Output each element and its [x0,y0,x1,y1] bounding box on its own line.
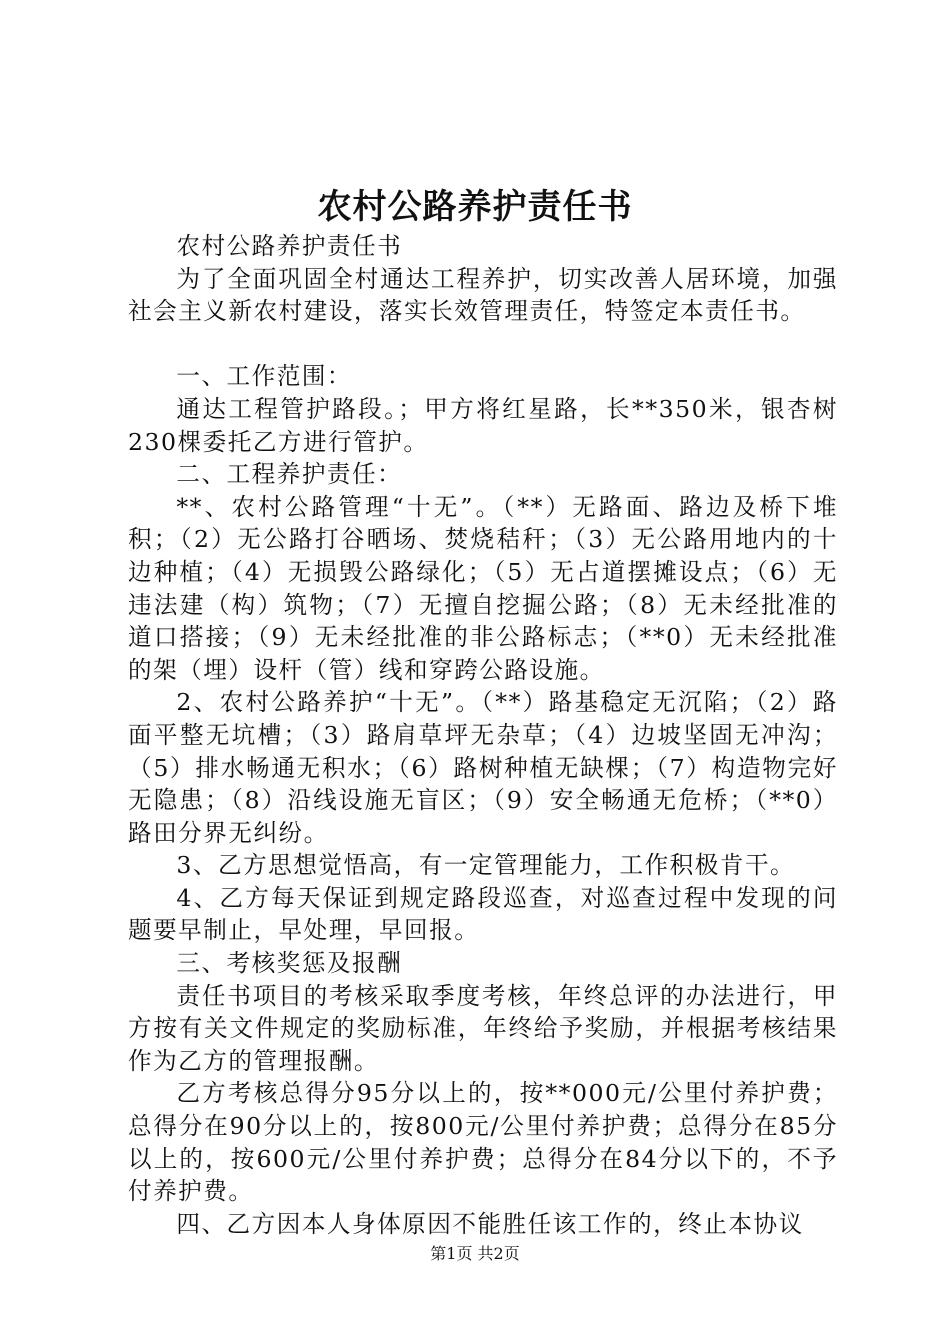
scope-paragraph: 通达工程管护路段。；甲方将红星路，长**350米，银杏树230棵委托乙方进行管护。 [128,394,838,456]
section-heading-assessment: 三、考核奖惩及报酬 [176,949,403,978]
section-four-paragraph: 四、乙方因本人身体原因不能胜任该工作的，终止本协议 [176,1209,804,1238]
page-footer: 第1页 共2页 [430,1244,520,1263]
maintenance-ten-nos-paragraph: 2、农村公路养护“十无”。（**）路基稳定无沉陷；（2）路面平整无坑槽；（3）路肩草坪无杂草；（4）边坡坚固无冲沟；（5）排水畅通无积水；（6）路树种植无缺棵；（7）构造物完好无隐患；（8）沿线设施无盲区；（9）安全畅通无危桥；（**0）路田分界无纠纷。 [128,688,838,847]
section-heading-responsibility: 二、工程养护责任： [176,460,403,489]
requirement-3-paragraph: 3、乙方思想觉悟高，有一定管理能力，工作积极肯干。 [176,851,796,880]
assessment-paragraph: 责任书项目的考核采取季度考核，年终总评的办法进行，甲方按有关文件规定的奖励标准，年终给予奖励，并根据考核结果作为乙方的管理报酬。 [128,981,838,1075]
preamble-paragraph: 为了全面巩固全村通达工程养护，切实改善人居环境，加强社会主义新农村建设，落实长效管理责任，特签定本责任书。 [128,264,838,326]
management-ten-nos-paragraph: **、农村公路管理“十无”。（**）无路面、路边及桥下堆积；（2）无公路打谷晒场、焚烧秸秆；（3）无公路用地内的十边种植；（4）无损毁公路绿化；（5）无占道摆摊设点；（6）无违法建（构）筑物；（7）无擅自挖掘公路；（8）无未经批准的道口搭接；（9）无未经批准的非公路标志；（**0）无未经批准的架（埋）设杆（管）线和穿跨公路设施。 [128,492,838,684]
section-heading-scope: 一、工作范围： [176,362,353,391]
document-title: 农村公路养护责任书 [317,187,633,227]
subtitle-paragraph: 农村公路养护责任书 [176,232,403,260]
requirement-4-paragraph: 4、乙方每天保证到规定路段巡查，对巡查过程中发现的问题要早制止，早处理，早回报。 [128,883,838,945]
payment-paragraph: 乙方考核总得分95分以上的，按**000元/公里付养护费；总得分在90分以上的，按800元/公里付养护费；总得分在85分以上的，按600元/公里付养护费；总得分在84分以下的，不予付养护费。 [128,1079,838,1206]
document-body [128,230,838,1240]
